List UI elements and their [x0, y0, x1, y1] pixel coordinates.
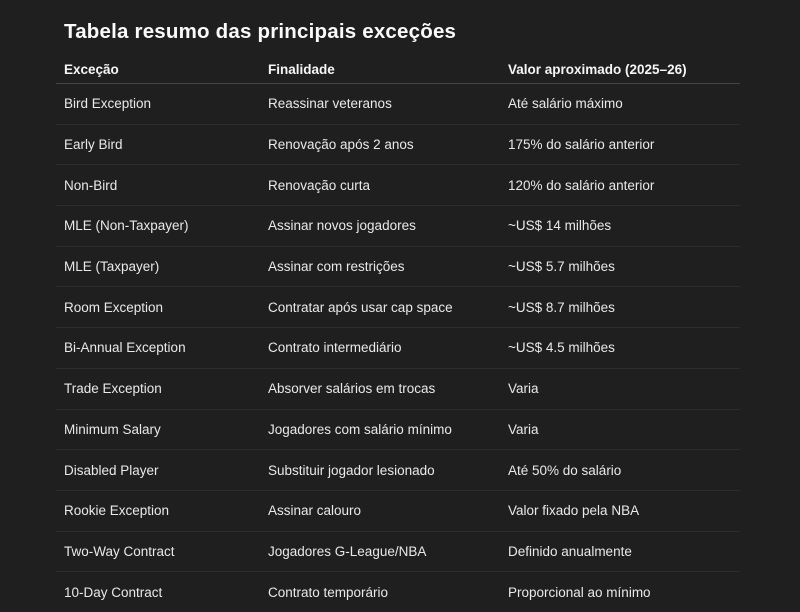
- cell-finalidade: Assinar novos jogadores: [268, 218, 416, 234]
- cell-finalidade: Assinar calouro: [268, 503, 362, 519]
- cell-excecao: Trade Exception: [64, 381, 162, 397]
- cell-finalidade: Assinar com restrições: [268, 259, 405, 275]
- cell-finalidade: Jogadores com salário mínimo: [268, 421, 452, 437]
- table-row: [56, 125, 740, 166]
- cell-valor: ~US$ 5.7 milhões: [508, 259, 615, 275]
- cell-excecao: Minimum Salary: [64, 421, 161, 437]
- cell-valor: Definido anualmente: [508, 543, 632, 559]
- cell-valor: Proporcional ao mínimo: [508, 584, 651, 600]
- cell-valor: Varia: [508, 381, 539, 397]
- cell-excecao: Two-Way Contract: [64, 543, 175, 559]
- column-header-valor: Valor aproximado (2025–26): [508, 61, 687, 77]
- table-header-row: [56, 55, 740, 84]
- table-row: [56, 287, 740, 328]
- cell-finalidade: Absorver salários em trocas: [268, 381, 436, 397]
- page-title: Tabela resumo das principais exceções: [64, 20, 457, 43]
- table-row: [56, 450, 740, 491]
- table-row: [56, 206, 740, 247]
- exceptions-table: [56, 55, 740, 612]
- cell-excecao: Rookie Exception: [64, 503, 170, 519]
- table-row: [56, 165, 740, 206]
- cell-finalidade: Contrato intermediário: [268, 340, 402, 356]
- column-header-excecao: Exceção: [64, 61, 119, 77]
- cell-finalidade: Renovação após 2 anos: [268, 137, 414, 153]
- cell-excecao: Non-Bird: [64, 177, 118, 193]
- cell-valor: Até 50% do salário: [508, 462, 622, 478]
- cell-excecao: Room Exception: [64, 299, 164, 315]
- cell-finalidade: Substituir jogador lesionado: [268, 462, 435, 478]
- table-row: [56, 369, 740, 410]
- cell-valor: ~US$ 4.5 milhões: [508, 340, 615, 356]
- table-body: [56, 84, 740, 612]
- cell-excecao: MLE (Taxpayer): [64, 259, 160, 275]
- table-row: [56, 572, 740, 612]
- cell-excecao: Disabled Player: [64, 462, 159, 478]
- cell-excecao: Early Bird: [64, 137, 123, 153]
- cell-valor: 120% do salário anterior: [508, 177, 655, 193]
- column-header-finalidade: Finalidade: [268, 61, 335, 77]
- cell-valor: ~US$ 14 milhões: [508, 218, 612, 234]
- table-row: [56, 410, 740, 451]
- cell-excecao: MLE (Non-Taxpayer): [64, 218, 189, 234]
- cell-excecao: Bird Exception: [64, 96, 152, 112]
- table-row: [56, 247, 740, 288]
- cell-valor: 175% do salário anterior: [508, 137, 655, 153]
- cell-excecao: Bi-Annual Exception: [64, 340, 186, 356]
- cell-valor: Varia: [508, 421, 539, 437]
- cell-finalidade: Reassinar veteranos: [268, 96, 392, 112]
- cell-finalidade: Jogadores G-League/NBA: [268, 543, 427, 559]
- cell-valor: Valor fixado pela NBA: [508, 503, 640, 519]
- table-row: [56, 491, 740, 532]
- table-row: [56, 532, 740, 573]
- cell-valor: Até salário máximo: [508, 96, 623, 112]
- cell-finalidade: Contrato temporário: [268, 584, 389, 600]
- table-row: [56, 84, 740, 125]
- cell-finalidade: Renovação curta: [268, 177, 371, 193]
- cell-finalidade: Contratar após usar cap space: [268, 299, 453, 315]
- cell-excecao: 10-Day Contract: [64, 584, 163, 600]
- cell-valor: ~US$ 8.7 milhões: [508, 299, 615, 315]
- table-row: [56, 328, 740, 369]
